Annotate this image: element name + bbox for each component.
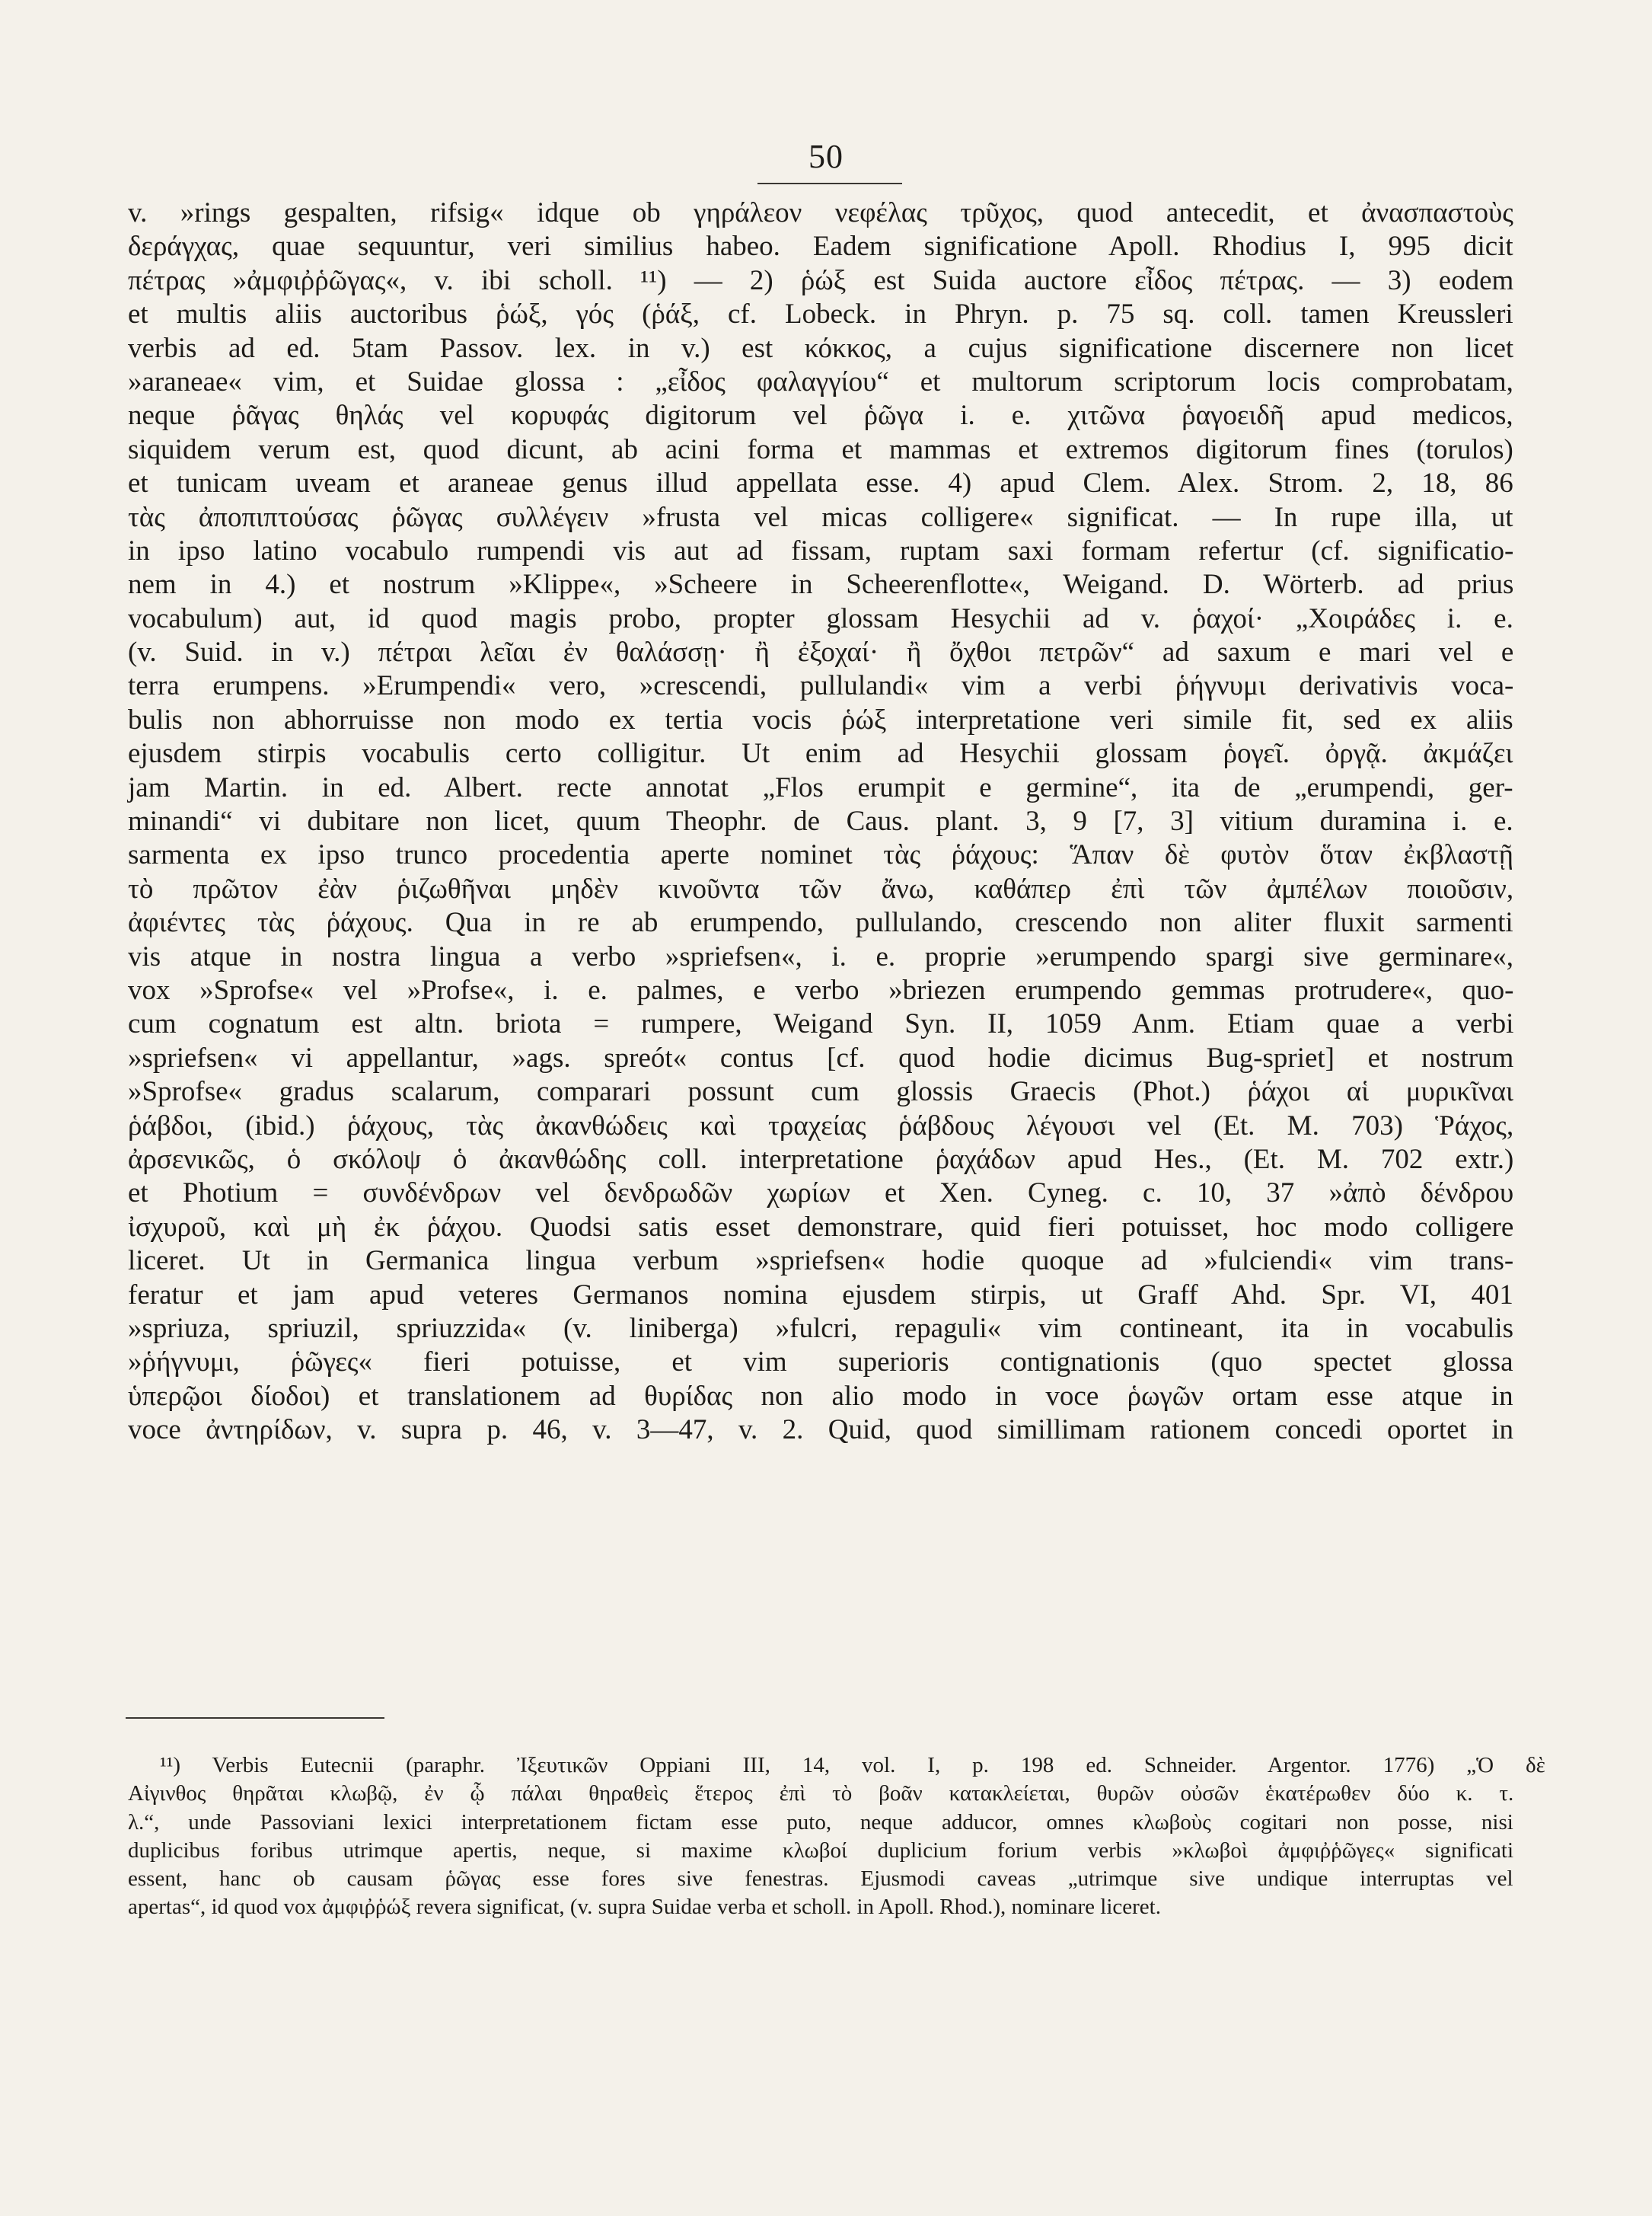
footnote-line: apertas“, id quod vox ἀμφιῤῥώξ revera significat, (v. supra Suidae verba et scholl. in Apoll. Rhod.), nominare liceret. — [128, 1895, 1161, 1920]
header-rule — [757, 183, 902, 184]
footnotes — [128, 1751, 1545, 1922]
body-line: τὸ πρῶτον ἐὰν ῥιζωθῆναι μηδὲν κινοῦντα τῶν ἄνω, καθάπερ ἐπὶ τῶν ἀμπέλων ποιοῦσιν, — [128, 873, 1514, 905]
body-text — [128, 196, 1513, 1447]
body-line: jam Martin. in ed. Albert. recte annotat „Flos erumpit e germine“, ita de „erumpendi, ger- — [128, 771, 1513, 803]
body-line: terra erumpens. »Erumpendi« vero, »crescendi, pullulandi« vim a verbi ῥήγνυμι derivativis voca- — [128, 670, 1514, 702]
body-line: vis atque in nostra lingua a verbo »spriefsen«, i. e. proprie »erumpendo spargi sive germinare«, — [128, 940, 1514, 972]
body-line: ἀρσενικῶς, ὁ σκόλοψ ὁ ἀκανθώδης coll. interpretatione ῥαχάδων apud Hes., (Et. M. 702 extr.) — [128, 1143, 1514, 1175]
body-line: ὑπερῷοι δίοδοι) et translationem ad θυρίδας non alio modo in voce ῥωγῶν ortam esse atque in — [128, 1380, 1513, 1412]
body-line: vocabulum) aut, id quod magis probo, propter glossam Hesychii ad v. ῥαχοί· „Χοιράδες i. e. — [128, 602, 1513, 634]
body-line: voce ἀντηρίδων, v. supra p. 46, v. 3—47, v. 2. Quid, quod simillimam rationem concedi oportet in — [128, 1414, 1513, 1446]
body-line: minandi“ vi dubitare non licet, quum Theophr. de Caus. plant. 3, 9 [7, 3] vitium duramina i. e. — [128, 806, 1513, 838]
body-line: sarmenta ex ipso trunco procedentia aperte nominet τὰς ῥάχους: Ἅπαν δὲ φυτὸν ὅταν ἐκβλαστῇ — [128, 839, 1514, 871]
footnote-line: ¹¹) Verbis Eutecnii (paraphr. Ἰξευτικῶν Oppiani III, 14, vol. I, p. 198 ed. Schneider. Argentor. 1776) „Ὁ δὲ — [160, 1753, 1545, 1777]
body-line: feratur et jam apud veteres Germanos nomina ejusdem stirpis, ut Graff Ahd. Spr. VI, 401 — [128, 1279, 1513, 1311]
body-line: in ipso latino vocabulo rumpendi vis aut ad fissam, ruptam saxi formam refertur (cf. significatio- — [128, 535, 1514, 567]
body-line: siquidem verum est, quod dicunt, ab acini forma et mammas et extremos digitorum fines (torulos) — [128, 433, 1513, 465]
body-line: δεράγχας, quae sequuntur, veri similius habeo. Eadem significatione Apoll. Rhodius I, 995 dicit — [128, 231, 1513, 263]
footnote-line: essent, hanc ob causam ῥῶγας esse fores sive fenestras. Ejusmodi caveas „utrimque sive undique interruptas vel — [128, 1866, 1513, 1892]
body-line: »Sprofse« gradus scalarum, comparari possunt cum glossis Graecis (Phot.) ῥάχοι αἱ μυρικῖναι — [128, 1076, 1513, 1108]
page-number: 50 — [808, 138, 844, 175]
footnote-line: λ.“, unde Passoviani lexici interpretationem fictam esse puto, neque adducor, omnes κλωβοὺς cogitari non posse, nisi — [128, 1809, 1513, 1834]
body-line: verbis ad ed. 5tam Passov. lex. in v.) est κόκκος, a cujus significatione discernere non licet — [128, 332, 1514, 364]
body-line: v. »rings gespalten, rifsig« idque ob γηράλεον νεφέλας τρῦχος, quod antecedit, et ἀνασπαστοὺς — [128, 197, 1513, 228]
body-line: vox »Sprofse« vel »Profse«, i. e. palmes, e verbo »briezen erumpendo gemmas protrudere«, quo- — [128, 974, 1514, 1006]
body-line: liceret. Ut in Germanica lingua verbum »spriefsen« hodie quoque ad »fulciendi« vim trans- — [128, 1245, 1514, 1277]
body-line: cum cognatum est altn. briota = rumpere, Weigand Syn. II, 1059 Anm. Etiam quae a verbi — [128, 1008, 1514, 1040]
body-line: »araneae« vim, et Suidae glossa : „εἶδος φαλαγγίου“ et multorum scriptorum locis comprobatam, — [128, 366, 1513, 398]
body-line: et Photium = συνδένδρων vel δενδρωδῶν χωρίων et Xen. Cyneg. c. 10, 37 »ἀπὸ δένδρου — [128, 1177, 1514, 1209]
body-line: »spriefsen« vi appellantur, »ags. spreót« contus [cf. quod hodie dicimus Bug-spriet] et nostrum — [128, 1042, 1514, 1074]
body-line: (v. Suid. in v.) πέτραι λεῖαι ἐν θαλάσσῃ· ἢ ἐξοχαί· ἢ ὄχθοι πετρῶν“ ad saxum e mari vel e — [128, 637, 1514, 669]
body-line: ejusdem stirpis vocabulis certo colligitur. Ut enim ad Hesychii glossam ῥογεῖ. ὀργᾷ. ἀκμάζει — [128, 738, 1513, 770]
footnote-line: duplicibus foribus utrimque apertis, neque, si maxime κλωβοί duplicium forium verbis »κλωβοὶ ἀμφιῤῥῶγες« significati — [128, 1838, 1514, 1863]
body-line: nem in 4.) et nostrum »Klippe«, »Scheere in Scheerenflotte«, Weigand. D. Wörterb. ad prius — [128, 569, 1514, 601]
body-line: neque ῥᾶγας θηλάς vel κορυφάς digitorum vel ῥῶγα i. e. χιτῶνα ῥαγοειδῆ apud medicos, — [128, 400, 1513, 432]
body-line: bulis non abhorruisse non modo ex tertia vocis ῥώξ interpretatione veri simile fit, sed ex aliis — [128, 704, 1513, 736]
body-line: et tunicam uveam et araneae genus illud appellata esse. 4) apud Clem. Alex. Strom. 2, 18, 86 — [128, 468, 1513, 500]
body-line: ἰσχυροῦ, καὶ μὴ ἐκ ῥάχου. Quodsi satis esset demonstrare, quid fieri potuisset, hoc modo colligere — [128, 1211, 1514, 1243]
body-line: ῥάβδοι, (ibid.) ῥάχους, τὰς ἀκανθώδεις καὶ τραχείας ῥάβδους λέγουσι vel (Et. M. 703) Ῥάχος, — [128, 1110, 1514, 1142]
body-line: et multis aliis auctoribus ῥώξ, γός (ῥάξ, cf. Lobeck. in Phryn. p. 75 sq. coll. tamen Kreussleri — [128, 299, 1513, 330]
body-line: ἀφιέντες τὰς ῥάχους. Qua in re ab erumpendo, pullulando, crescendo non aliter fluxit sarmenti — [128, 907, 1513, 939]
footnote-line: Αἰγινθος θηρᾶται κλωβῷ, ἐν ᾧ πάλαι θηραθεὶς ἕτερος ἐπὶ τὸ βοᾶν κατακλείεται, θυρῶν οὐσῶν ἑκατέρωθεν δύο κ. τ. — [128, 1781, 1514, 1806]
body-line: πέτρας »ἀμφιῤῥῶγας«, v. ibi scholl. ¹¹) — 2) ῥώξ est Suida auctore εἶδος πέτρας. — 3) eodem — [128, 264, 1514, 296]
body-line: »spriuza, spriuzil, spriuzzida« (v. liniberga) »fulcri, repaguli« vim contineant, ita in vocabulis — [128, 1312, 1514, 1344]
body-line: τὰς ἀποπιπτούσας ῥῶγας συλλέγειν »frusta vel micas colligere« significat. — In rupe illa, ut — [128, 501, 1513, 533]
footnote-rule — [126, 1717, 384, 1719]
body-line: »ῥήγνυμι, ῥῶγες« fieri potuisse, et vim superioris contignationis (quo spectet glossa — [128, 1346, 1513, 1378]
